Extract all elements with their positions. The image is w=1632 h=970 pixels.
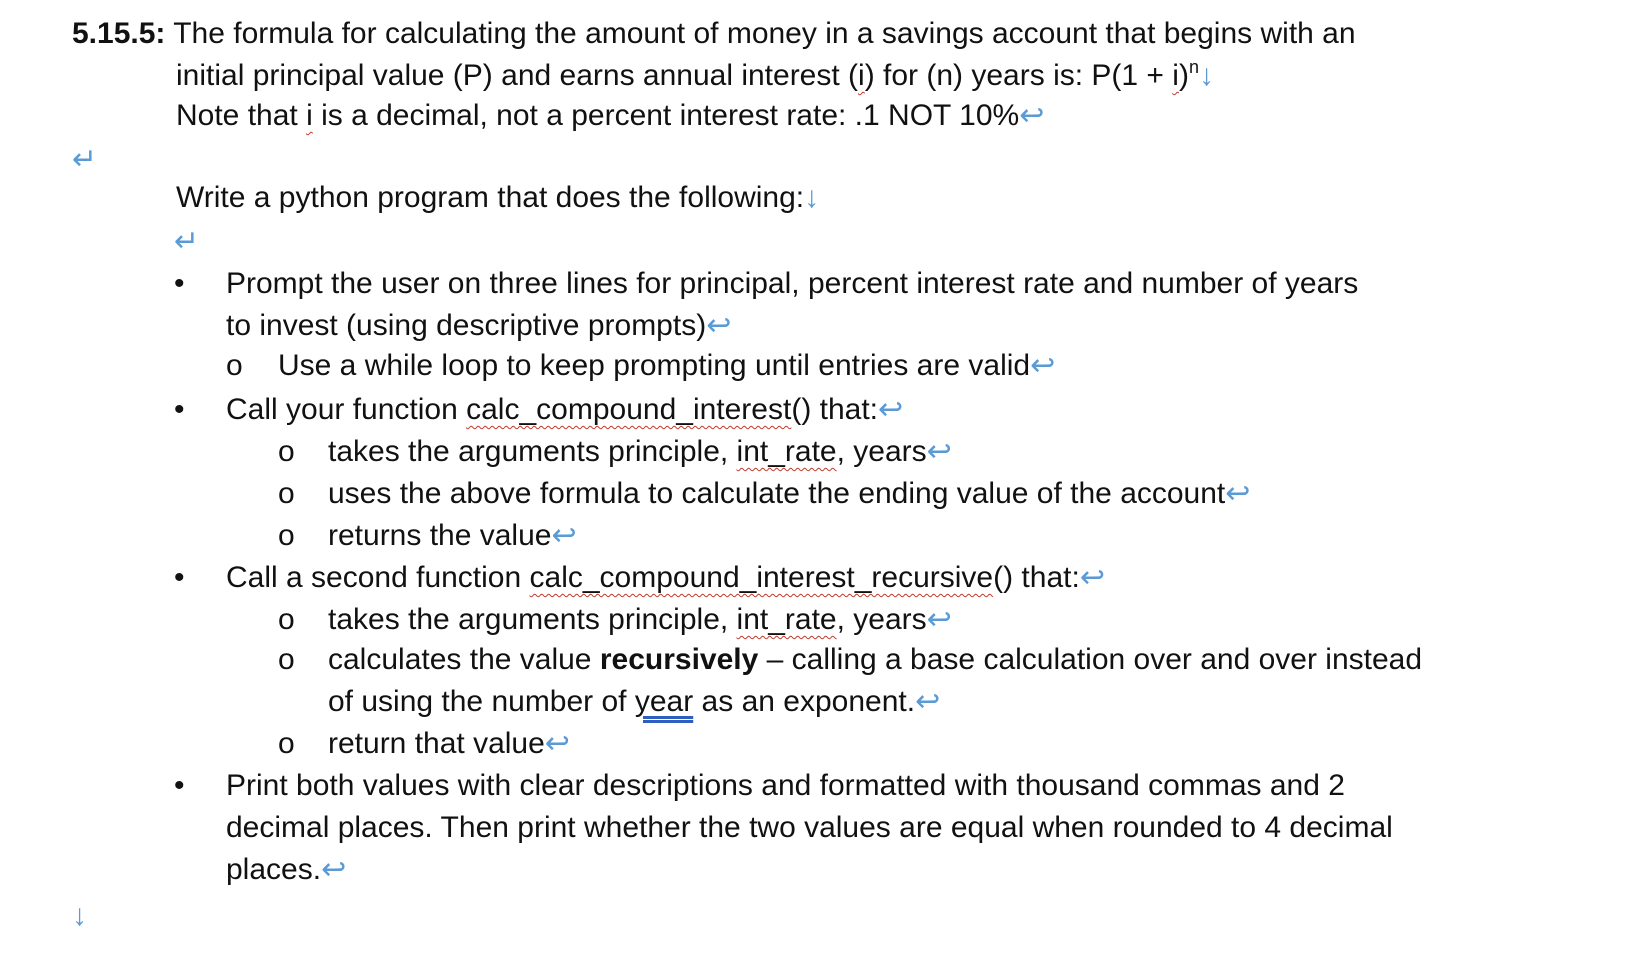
paragraph-mark: ↩: [544, 727, 570, 760]
paragraph-mark: ↩: [1019, 99, 1045, 132]
paragraph-mark: ↩: [1225, 477, 1251, 510]
bullet-circle: o: [278, 477, 295, 510]
paragraph-mark: ↵: [72, 143, 98, 176]
task-heading: Write a python program that does the following:↓: [176, 181, 820, 214]
bullet-3-line: Call a second function calc_compound_interest_recursive() that:↩: [226, 561, 1105, 594]
bullet-3-sub-1: takes the arguments principle, int_rate, years↩: [328, 603, 952, 636]
argument-int-rate: int_rate: [736, 435, 837, 468]
problem-line-3: Note that i is a decimal, not a percent interest rate: .1 NOT 10%↩: [176, 99, 1045, 132]
problem-intro-1: The formula for calculating the amount of money in a savings account that begins with an: [173, 17, 1356, 50]
bullet-1-line-2: to invest (using descriptive prompts)↩: [226, 309, 732, 342]
bullet-2-sub-1: takes the arguments principle, int_rate, years↩: [328, 435, 952, 468]
line-break-mark: ↓: [804, 181, 820, 214]
emphasis-recursively: recursively: [599, 643, 759, 676]
problem-line-1: [72, 14, 1356, 54]
bullet-circle: o: [226, 349, 243, 382]
bullet-2-sub-2: uses the above formula to calculate the ending value of the account↩: [328, 477, 1251, 510]
line-break-mark: ↓: [1198, 59, 1214, 92]
paragraph-mark: ↩: [926, 435, 952, 468]
paragraph-mark: ↩: [551, 519, 577, 552]
bullet-circle: o: [278, 643, 295, 676]
bullet-2-line: Call your function calc_compound_interest() that:↩: [226, 393, 904, 426]
paragraph-mark: ↩: [878, 393, 904, 426]
bullet-4-line-3: places.↩: [226, 853, 347, 886]
paragraph-mark: ↩: [915, 685, 941, 718]
function-name-calc-compound-interest-recursive: calc_compound_interest_recursive: [529, 561, 994, 594]
exponent-n: n: [1188, 57, 1199, 77]
paragraph-mark: ↩: [926, 603, 952, 636]
bullet-1-sub-1: Use a while loop to keep prompting until entries are valid↩: [278, 349, 1056, 382]
problem-line-2: initial principal value (P) and earns annual interest (i) for (n) years is: $P(1 + i)^n↓$: [176, 57, 1214, 92]
argument-int-rate: int_rate: [736, 603, 837, 636]
paragraph-mark: ↩: [1079, 561, 1105, 594]
paragraph-mark: ↩: [321, 853, 347, 886]
bullet-dot: •: [174, 769, 185, 802]
bullet-circle: o: [278, 727, 295, 760]
paragraph-mark: ↵: [174, 225, 200, 258]
bullet-dot: •: [174, 267, 185, 300]
bullet-2-sub-3: returns the value↩: [328, 519, 577, 552]
paragraph-mark: ↩: [1030, 349, 1056, 382]
spelling-flag-i: i: [858, 59, 865, 92]
bullet-3-sub-3: return that value↩: [328, 727, 570, 760]
line-break-mark: ↓: [72, 899, 87, 932]
bullet-3-sub-2-line-2: of using the number of year as an exponent.↩: [328, 685, 941, 718]
bullet-4-line-2: decimal places. Then print whether the two values are equal when rounded to 4 decimal: [226, 811, 1393, 844]
bullet-dot: •: [174, 561, 185, 594]
bullet-1-line-1: Prompt the user on three lines for principal, percent interest rate and number of years: [226, 267, 1359, 300]
function-name-calc-compound-interest: calc_compound_interest: [466, 393, 792, 426]
bullet-dot: •: [174, 393, 185, 426]
bullet-circle: o: [278, 603, 295, 636]
bullet-3-sub-2: calculates the value recursively – calling a base calculation over and over instead: [328, 643, 1423, 676]
problem-number: 5.15.5:: [72, 17, 166, 50]
bullet-4-line-1: Print both values with clear descriptions and formatted with thousand commas and 2: [226, 769, 1345, 802]
spelling-flag-i: i: [1172, 59, 1179, 92]
spelling-flag-i: i: [306, 99, 313, 132]
grammar-flag-year: year: [634, 685, 694, 718]
bullet-circle: o: [278, 435, 295, 468]
bullet-circle: o: [278, 519, 295, 552]
paragraph-mark: ↩: [706, 309, 732, 342]
